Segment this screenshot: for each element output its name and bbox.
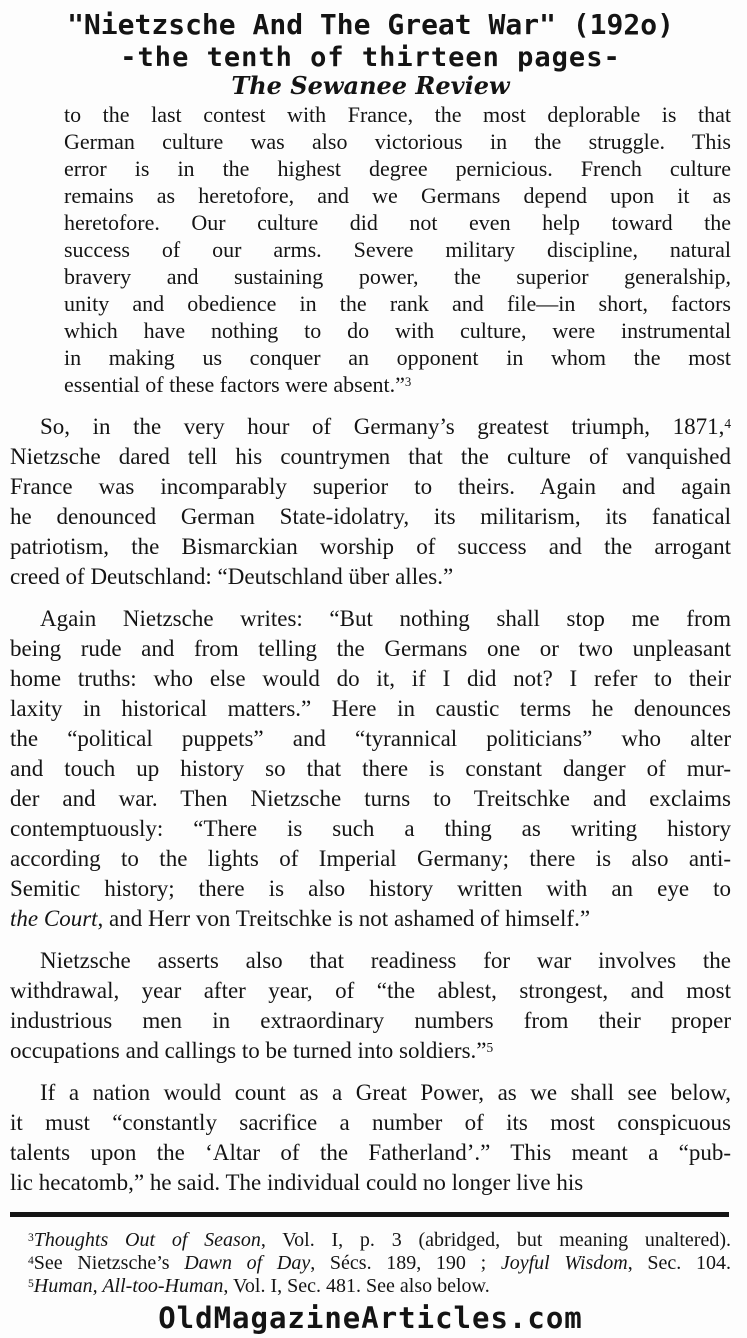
paragraph bbox=[10, 946, 731, 1066]
text-line: industrious men in extraordinary numbers from their proper bbox=[10, 1008, 731, 1033]
text-line: unity and obedience in the rank and file—in short, factors bbox=[64, 291, 731, 316]
footnote-marker: 4 bbox=[28, 1253, 34, 1267]
text-line: lic hecatomb,” he said. The individual could no longer live his bbox=[10, 1170, 584, 1195]
text-line: der and war. Then Nietzsche turns to Treitschke and exclaims bbox=[10, 786, 731, 811]
text-line: Semitic history; there is also history written with an eye to bbox=[10, 876, 731, 901]
text-line: France was incomparably superior to theirs. Again and again bbox=[10, 474, 731, 499]
text-line: If a nation would count as a Great Power, as we shall see below, bbox=[40, 1080, 731, 1105]
text-line: Again Nietzsche writes: “But nothing shall stop me from bbox=[40, 606, 731, 631]
text-line: heretofore. Our culture did not even help toward the bbox=[64, 210, 731, 235]
footnote-line: $^4$See Nietzsche’s Dawn of Day, Sécs. 189, 190 ; Joyful Wisdom, Sec. 104. bbox=[28, 1252, 731, 1274]
text-line: patriotism, the Bismarckian worship of success and the arrogant bbox=[10, 534, 731, 559]
block-quote bbox=[64, 101, 731, 398]
text-line: laxity in historical matters.” Here in caustic terms he denounces bbox=[10, 696, 731, 721]
paragraph bbox=[10, 604, 731, 934]
text-line: So, in the very hour of Germany’s greatest triumph, 1871,$^4$ bbox=[40, 414, 731, 439]
text-line: Nietzsche asserts also that readiness for war involves the bbox=[40, 948, 731, 973]
text-line: the Court, and Herr von Treitschke is not ashamed of himself.” bbox=[10, 906, 591, 931]
publication-name: The Sewanee Review bbox=[231, 71, 510, 100]
text-line: the “political puppets” and “tyrannical politicians” who alter bbox=[10, 726, 731, 751]
footnote-marker: 4 bbox=[724, 416, 731, 431]
text-line: which have nothing to do with culture, were instrumental bbox=[64, 318, 731, 343]
article-body bbox=[10, 412, 731, 1198]
text-line: it must “constantly sacrifice a number of its most conspicuous bbox=[10, 1110, 731, 1135]
footnote-marker: 3 bbox=[404, 375, 412, 390]
text-line: to the last contest with France, the most deplorable is that bbox=[64, 102, 731, 127]
text-line: talents upon the ‘Altar of the Fatherland’.” This meant a “pub- bbox=[10, 1140, 731, 1165]
footnote-line: $^3$Thoughts Out of Season, Vol. I, p. 3 (abridged, but meaning unaltered). bbox=[28, 1229, 731, 1251]
text-line: essential of these factors were absent.”$^3$ bbox=[64, 372, 412, 397]
footnote-divider bbox=[10, 1212, 729, 1217]
text-line: he denounced German State-idolatry, its militarism, its fanatical bbox=[10, 504, 731, 529]
text-line: remains as heretofore, and we Germans depend upon it as bbox=[64, 183, 731, 208]
text-line: occupations and callings to be turned into soldiers.”$^5$ bbox=[10, 1038, 494, 1063]
footnote-line: $^5$Human, All-too-Human, Vol. I, Sec. 481. See also below. bbox=[28, 1275, 490, 1297]
text-line: creed of Deutschland: “Deutschland über alles.” bbox=[10, 564, 454, 589]
page-count-note: -the tenth of thirteen pages- bbox=[120, 42, 621, 73]
text-line: bravery and sustaining power, the superior generalship, bbox=[64, 264, 731, 289]
text-line: German culture was also victorious in the struggle. This bbox=[64, 129, 731, 154]
text-line: and touch up history so that there is constant danger of mur- bbox=[10, 756, 731, 781]
text-line: withdrawal, year after year, of “the ablest, strongest, and most bbox=[10, 978, 731, 1003]
text-line: Nietzsche dared tell his countrymen that the culture of vanquished bbox=[10, 444, 731, 469]
footnote-marker: 5 bbox=[486, 1040, 494, 1055]
text-line: error is in the highest degree pernicious. French culture bbox=[64, 156, 731, 181]
paragraph bbox=[10, 412, 731, 592]
text-line: according to the lights of Imperial Germany; there is also anti- bbox=[10, 846, 731, 871]
site-watermark: OldMagazineArticles.com bbox=[158, 1301, 583, 1335]
text-line: in making us conquer an opponent in whom the most bbox=[64, 345, 731, 370]
footnote-marker: 3 bbox=[28, 1230, 34, 1244]
text-line: success of our arms. Severe military discipline, natural bbox=[64, 237, 731, 262]
text-line: home truths: who else would do it, if I did not? I refer to their bbox=[10, 666, 731, 691]
footnote-marker: 5 bbox=[28, 1276, 34, 1290]
paragraph bbox=[10, 1078, 731, 1198]
article-title: "Nietzsche And The Great War" (192o) bbox=[67, 8, 674, 41]
text-line: being rude and from telling the Germans one or two unpleasant bbox=[10, 636, 731, 661]
text-line: contemptuously: “There is such a thing as writing history bbox=[10, 816, 731, 841]
footnotes bbox=[28, 1229, 731, 1298]
